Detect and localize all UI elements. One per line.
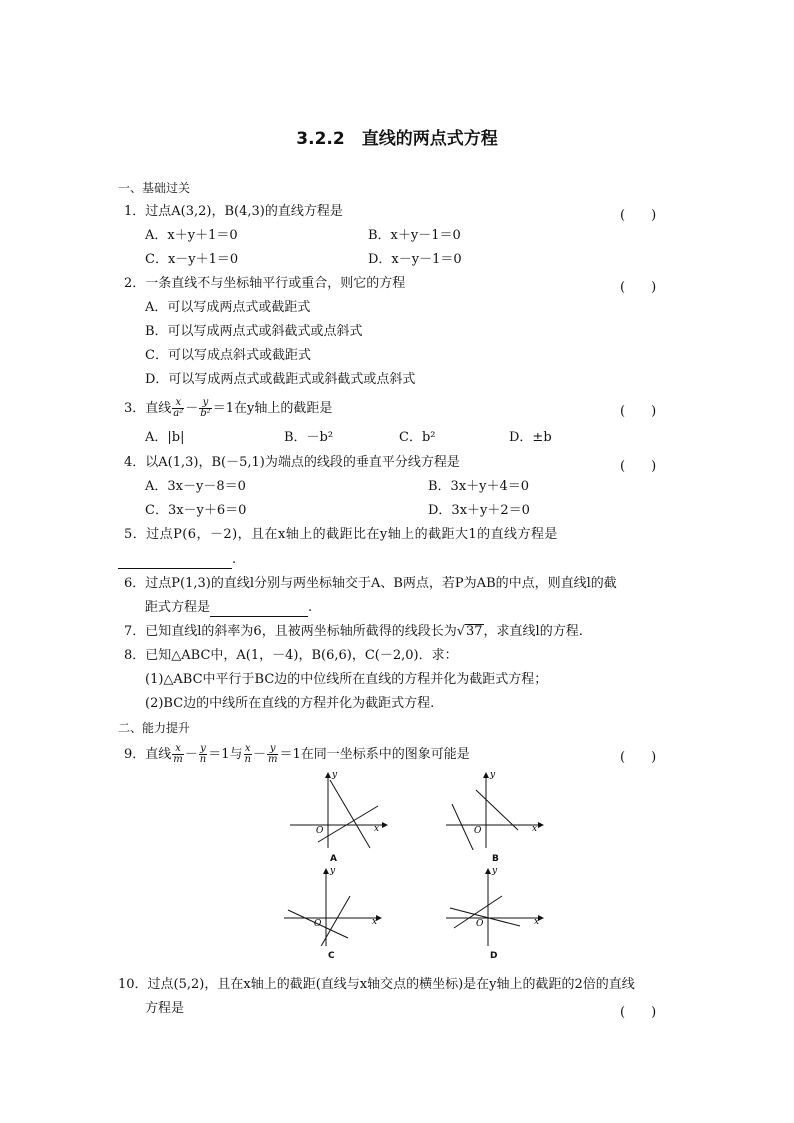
y-axis-label: y [490, 770, 496, 780]
question-1-stem: 1．过点A(3,2)，B(4,3)的直线方程是 [124, 204, 343, 219]
question-1-answer-blank: ( ) [620, 208, 657, 223]
question-10-answer-blank: ( ) [620, 1005, 657, 1020]
graph-b [446, 770, 546, 850]
y-axis-label: y [492, 866, 498, 876]
fraction-y-over-m: $\frac{y}{m}$ [267, 743, 278, 765]
question-4-option-c: C．3x－y＋6＝0 [145, 503, 247, 518]
minus-sign: － [185, 401, 199, 416]
question-5-blank-line: . [118, 552, 236, 569]
question-1-option-a: A．x＋y＋1＝0 [145, 228, 238, 243]
y-axis-arrow [323, 868, 329, 874]
question-1-option-d: D．x－y－1＝0 [368, 252, 462, 267]
graph-c [284, 866, 384, 946]
fraction-x-over-m: $\frac{x}{m}$ [173, 743, 183, 765]
section-advanced-heading: 二、能力提升 [118, 721, 191, 735]
x-axis-arrow [538, 822, 544, 828]
x-axis-label: x [532, 824, 538, 834]
origin-label: O [476, 919, 484, 929]
question-10-text: 10．过点(5,2)，且在x轴上的截距(直线与x轴交点的横坐标)是在y轴上的截距的2倍的直线 [118, 977, 635, 992]
y-axis-label: y [330, 866, 336, 876]
minus-sign: － [184, 747, 198, 762]
graph-d-label: D [490, 951, 498, 961]
question-2-option-b: B．可以写成两点式或斜截式或点斜式 [145, 324, 363, 339]
question-1-option-c: C．x－y＋1＝0 [145, 252, 239, 267]
origin-label: O [314, 919, 322, 929]
page-title: 3.2.2 直线的两点式方程 [296, 129, 498, 149]
fraction-x-over-n: $\frac{x}{n}$ [244, 743, 251, 765]
question-10-line-2: 方程是 [145, 1001, 185, 1016]
question-2-option-a: A．可以写成两点式或截距式 [145, 300, 311, 315]
x-axis-label: x [534, 917, 540, 927]
question-4-answer-blank: ( ) [620, 459, 657, 474]
question-4-stem: 4．以A(1,3)，B(－5,1)为端点的线段的垂直平分线方程是 [124, 455, 460, 470]
y-axis-label: y [332, 770, 338, 780]
sqrt-sign: √ [456, 624, 465, 639]
question-4-option-d: D．3x＋y＋2＝0 [428, 503, 530, 518]
graph-c-label: C [328, 951, 335, 961]
question-3-answer-blank: ( ) [620, 404, 657, 419]
x-axis-arrow [382, 822, 388, 828]
graph-b-label: B [492, 854, 499, 864]
question-3-option-b: B．－b² [284, 430, 334, 445]
y-axis-arrow [325, 772, 331, 778]
line-2 [320, 896, 350, 946]
question-3-suffix: ＝1在y轴上的截距是 [212, 401, 333, 416]
question-3-option-a: A．|b| [145, 430, 185, 445]
graph-d [446, 866, 546, 946]
x-axis-label: x [374, 824, 380, 834]
graph-a [290, 770, 390, 850]
question-8-stem: 8．已知△ABC中，A(1，－4)，B(6,6)，C(－2,0)．求： [124, 648, 458, 663]
question-1-option-b: B．x＋y－1＝0 [368, 228, 461, 243]
question-8-part-1: (1)△ABC中平行于BC边的中位线所在直线的方程并化为截距式方程； [145, 672, 548, 687]
question-2-option-d: D．可以写成两点式或截距式或斜截式或点斜式 [145, 372, 416, 387]
origin-label: O [316, 826, 324, 836]
fraction-y-over-n: $\frac{y}{n}$ [199, 743, 207, 765]
section-basic-heading: 一、基础过关 [118, 181, 191, 195]
question-7-text: 7．已知直线l的斜率为6，且被两坐标轴所截得的线段长为√37，求直线l的方程. [124, 624, 583, 639]
y-axis-arrow [483, 772, 489, 778]
graph-a-label: A [330, 854, 337, 864]
question-2-stem: 2．一条直线不与坐标轴平行或重合，则它的方程 [124, 276, 406, 291]
question-6-line-2: 距式方程是 . [145, 600, 313, 615]
minus-sign: － [252, 747, 266, 762]
fraction-y-over-b2: $\frac{y}{\text{b²}}$ [200, 397, 211, 419]
fill-in-blank[interactable] [118, 552, 232, 569]
question-2-option-c: C．可以写成点斜式或截距式 [145, 348, 311, 363]
sqrt-radicand: 37 [466, 624, 483, 639]
fill-in-blank[interactable] [210, 600, 308, 617]
question-6-text: 6．过点P(1,3)的直线l分别与两坐标轴交于A、B两点，若P为AB的中点，则直线l的截 [124, 576, 617, 591]
question-2-answer-blank: ( ) [620, 280, 657, 295]
question-9-stem: 9．直线 $\frac{x}{m}$ － $\frac{y}{n}$ ＝1与 $\frac{x}{n}$ － $\frac{y}{m}$ ＝1在同一坐标系中的图象可能是 [124, 743, 470, 765]
question-3-option-d: D．±b [509, 430, 552, 445]
question-3-stem [124, 398, 332, 419]
x-axis-label: x [372, 917, 378, 927]
question-8-part-2: (2)BC边的中线所在直线的方程并化为截距式方程. [145, 696, 435, 711]
y-axis-arrow [485, 868, 491, 874]
question-9-answer-blank: ( ) [620, 750, 657, 765]
origin-label: O [474, 826, 482, 836]
question-5-text: 5．过点P(6，－2)，且在x轴上的截距比在y轴上的截距大1的直线方程是 [124, 527, 558, 542]
question-3-prefix: 3．直线 [124, 401, 172, 416]
line-1 [452, 804, 474, 850]
question-3-option-c: C．b² [399, 430, 436, 445]
line-2 [476, 790, 518, 830]
question-4-option-a: A．3x－y－8＝0 [145, 479, 246, 494]
question-4-option-b: B．3x＋y＋4＝0 [428, 479, 530, 494]
fraction-x-over-a2: $\frac{x}{\text{a²}}$ [173, 397, 184, 419]
